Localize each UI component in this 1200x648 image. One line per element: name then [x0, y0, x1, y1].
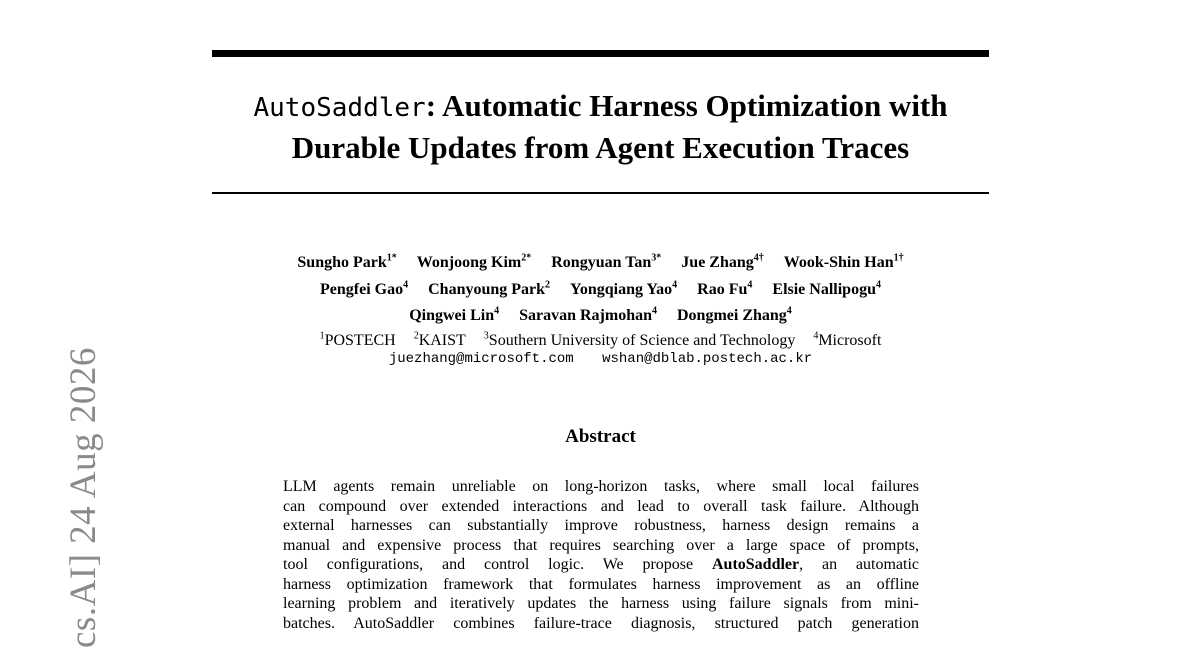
author-mark: 4	[652, 305, 657, 317]
email-link[interactable]: wshan@dblab.postech.ac.kr	[602, 351, 813, 367]
author-mark: 4	[403, 279, 409, 291]
author	[297, 254, 396, 271]
affiliation-name: Microsoft	[818, 332, 882, 350]
affiliation-name: POSTECH	[324, 332, 396, 350]
author-list	[212, 248, 989, 327]
author	[570, 281, 677, 298]
author	[320, 281, 408, 298]
abstract-body	[283, 477, 919, 633]
author-mark: 1†	[893, 253, 904, 264]
author-name: Rongyuan Tan	[551, 254, 652, 272]
abstract-line: LLM agents remain unreliable on long-horizon tasks, where small local failures	[283, 478, 919, 495]
abstract-line: learning problem and iteratively updates the harness using failure signals from mini-	[283, 595, 919, 612]
author-mark: 1*	[386, 253, 397, 264]
paper-title	[212, 86, 989, 167]
author-row-1	[212, 248, 989, 274]
affiliation	[414, 332, 466, 349]
author-name: Saravan Rajmohan	[519, 306, 652, 324]
affiliation-name: KAIST	[418, 332, 466, 350]
author-mark: 2	[545, 279, 551, 291]
arxiv-side-stamp: cs.AI] 24 Aug 2026	[63, 347, 104, 648]
author-mark: 3*	[651, 253, 662, 264]
author-mark: 4†	[753, 253, 764, 264]
author	[677, 307, 792, 324]
author-row-2	[212, 274, 989, 300]
author-mark: 4	[747, 279, 753, 291]
abstract-bold-term: AutoSaddler	[711, 556, 800, 573]
author-name: Jue Zhang	[681, 254, 754, 272]
email-link[interactable]: juezhang@microsoft.com	[388, 351, 574, 367]
affiliation-mark: 1	[319, 331, 325, 342]
author-name: Wook-Shin Han	[783, 254, 894, 272]
author	[784, 254, 904, 271]
affiliation	[813, 332, 881, 349]
author-name: Rao Fu	[697, 280, 748, 298]
author-mark: 4	[875, 279, 881, 291]
author-name: Wonjoong Kim	[416, 254, 522, 272]
affiliation	[484, 332, 796, 349]
author-row-3	[212, 301, 989, 327]
author	[551, 254, 661, 271]
abstract-heading: Abstract	[565, 426, 636, 447]
author-name: Sungho Park	[297, 254, 387, 272]
affiliation-mark: 2	[413, 331, 419, 342]
abstract-line: harness optimization framework that formulates harness improvement as an offline	[283, 575, 919, 593]
affiliation-name: Southern University of Science and Technology	[488, 332, 796, 350]
author-name: Qingwei Lin	[409, 306, 495, 324]
author	[417, 254, 531, 271]
title-bottom-rule	[212, 192, 989, 194]
abstract-line: can compound over extended interactions and lead to overall task failure. Although	[283, 497, 919, 515]
author-mark: 2*	[521, 253, 532, 264]
abstract-line: external harnesses can substantially improve robustness, harness design remains a	[283, 517, 919, 534]
author-name: Yongqiang Yao	[570, 280, 673, 298]
title-system-name: AutoSaddler	[253, 93, 426, 123]
author	[681, 254, 763, 271]
affiliation-mark: 3	[483, 331, 489, 342]
title-line2: Durable Updates from Agent Execution Traces	[291, 130, 910, 165]
author-mark: 4	[786, 305, 792, 317]
author-name: Pengfei Gao	[320, 280, 404, 298]
title-line1-rest: : Automatic Harness Optimization with	[425, 88, 948, 123]
affiliation	[320, 332, 396, 349]
abstract-line-tail: , an automatic	[799, 556, 920, 573]
author-name: Dongmei Zhang	[677, 306, 787, 324]
contact-emails	[212, 349, 989, 369]
author	[697, 281, 752, 298]
author	[772, 281, 881, 298]
abstract-line-head: tool configurations, and control logic. We propose	[283, 556, 712, 573]
author	[428, 281, 550, 298]
abstract-line	[283, 555, 919, 575]
affiliation-mark: 4	[813, 331, 819, 342]
author	[409, 307, 499, 324]
author-mark: 4	[672, 279, 678, 291]
author-name: Elsie Nallipogu	[772, 280, 876, 298]
author	[519, 307, 657, 324]
abstract-line: manual and expensive process that requires searching over a large space of prompts,	[283, 536, 919, 554]
author-name: Chanyoung Park	[428, 280, 546, 298]
title-top-rule	[212, 50, 989, 57]
author-mark: 4	[494, 305, 500, 317]
abstract-line: batches. AutoSaddler combines failure-trace diagnosis, structured patch generation	[283, 614, 919, 632]
